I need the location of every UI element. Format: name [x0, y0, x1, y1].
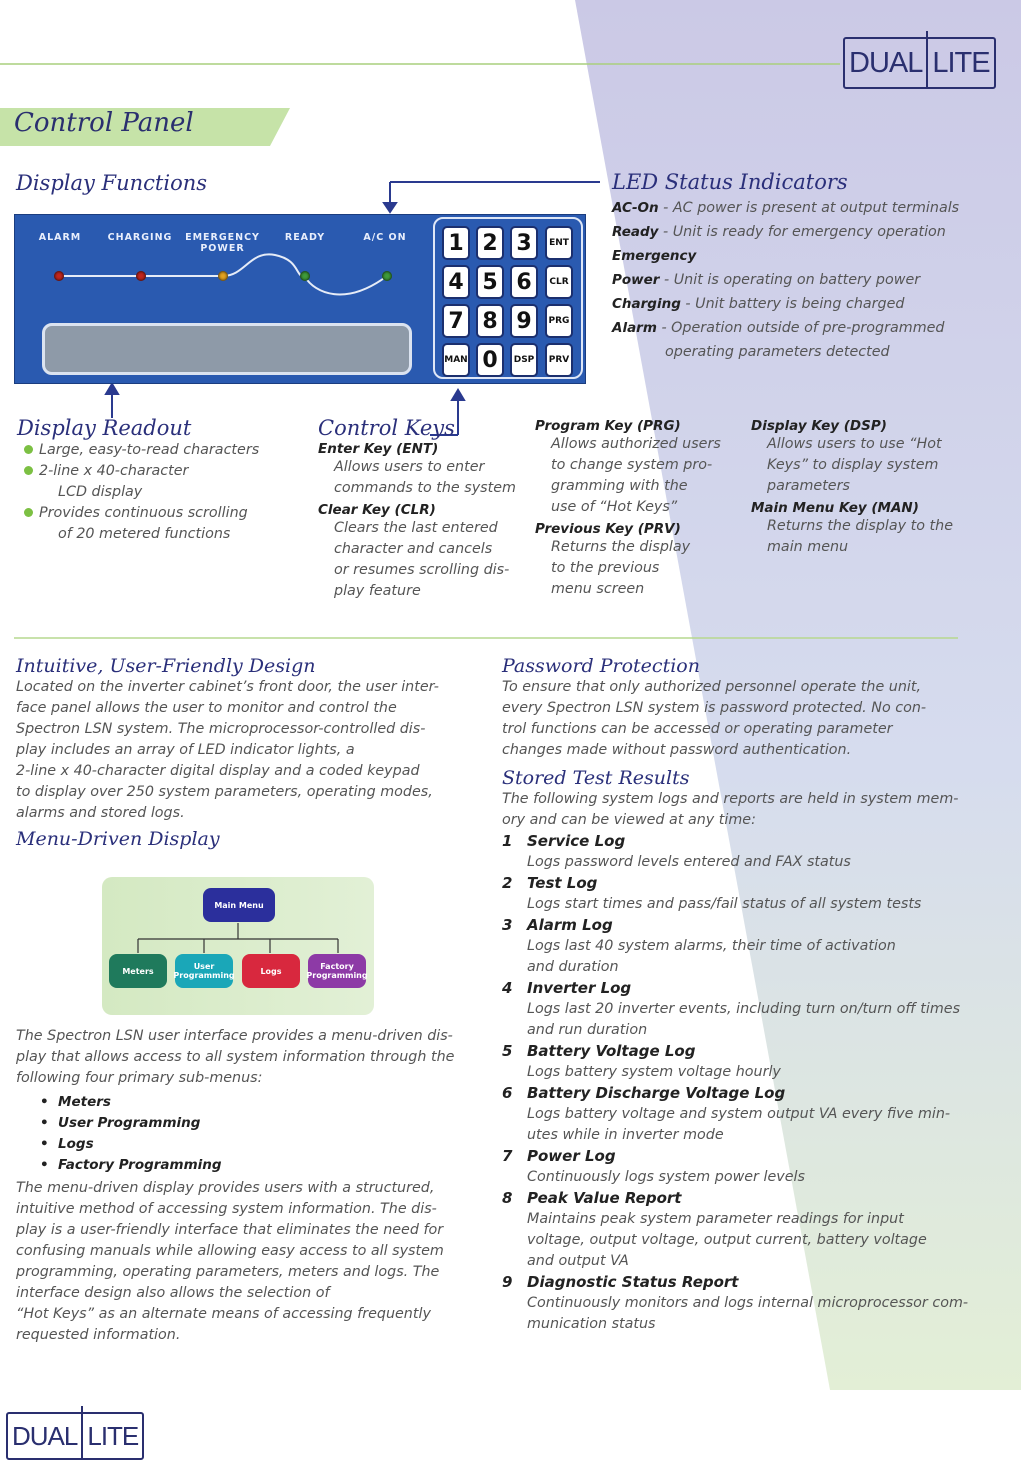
paragraph-line: 2-line x 40-character digital display and a coded keypad: [16, 763, 420, 779]
previous-key-desc: menu screen: [551, 581, 645, 597]
key-2[interactable]: 2: [476, 226, 504, 260]
program-key-desc: Allows authorized users: [551, 436, 721, 452]
log-item: 2 Test Log Logs start times and pass/fail status of all system tests: [502, 874, 922, 912]
key-6[interactable]: 6: [510, 265, 538, 299]
emergency-power-led: [218, 271, 228, 281]
paragraph-line: programming, operating parameters, meters and logs. The: [16, 1264, 440, 1280]
paragraph-line: face panel allows the user to monitor and control the: [16, 700, 397, 716]
clear-key-desc: or resumes scrolling dis-: [334, 562, 510, 578]
led-status-title: LED Status Indicators: [612, 170, 848, 194]
led-label-charging: CHARGING: [107, 232, 173, 243]
menu-driven-title: Menu-Driven Display: [16, 828, 220, 850]
led-status-item-cont: operating parameters detected: [665, 344, 890, 360]
paragraph-line: following four primary sub-menus:: [16, 1070, 263, 1086]
main-menu-key-desc: Returns the display to the: [767, 518, 954, 534]
enter-key-title: Enter Key (ENT): [318, 441, 439, 457]
paragraph-line: The Spectron LSN user interface provides a menu-driven dis-: [16, 1028, 453, 1044]
green-bullet-icon: [24, 508, 33, 517]
log-item: 9 Diagnostic Status Report Continuously monitors and logs internal microprocessor com- munication status: [502, 1273, 969, 1332]
paragraph-line: To ensure that only authorized personnel operate the unit,: [502, 679, 922, 695]
readout-bullet: 2-line x 40-character: [17, 461, 307, 482]
readout-bullet: Provides continuous scrolling: [17, 503, 307, 524]
display-main-menu-section: [751, 418, 981, 558]
paragraph-line: play is a user-friendly interface that eliminates the need for: [16, 1222, 444, 1238]
led-status-item: Power - Unit is operating on battery power: [612, 272, 921, 288]
key-4[interactable]: 4: [442, 265, 470, 299]
led-status-item: AC-On - AC power is present at output terminals: [612, 200, 960, 216]
led-label-emergency-power: EMERGENCY POWER: [185, 232, 260, 254]
enter-key-desc: commands to the system: [334, 480, 516, 496]
dual-lite-logo: [843, 37, 996, 89]
menu-node-logs: Logs: [242, 954, 300, 988]
charging-led: [136, 271, 146, 281]
enter-key-desc: Allows users to enter: [334, 459, 485, 475]
key-3[interactable]: 3: [510, 226, 538, 260]
led-status-section: [612, 170, 1012, 364]
paragraph-line: play that allows access to all system information through the: [16, 1049, 455, 1065]
menu-node-main: Main Menu: [203, 888, 275, 922]
key-1[interactable]: 1: [442, 226, 470, 260]
log-item: 1 Service Log Logs password levels entered and FAX status: [502, 832, 851, 870]
paragraph-line: ory and can be viewed at any time:: [502, 812, 756, 828]
logs-list: [502, 831, 1002, 1335]
paragraph-line: intuitive method of accessing system information. The dis-: [16, 1201, 437, 1217]
display-key-desc: Keys” to display system: [767, 457, 939, 473]
led-status-item: Charging - Unit battery is being charged: [612, 296, 905, 312]
key-5[interactable]: 5: [476, 265, 504, 299]
stored-results-title: Stored Test Results: [502, 767, 690, 789]
paragraph-line: changes made without password authentication.: [502, 742, 852, 758]
readout-line: LCD display: [58, 484, 143, 500]
readout-bullet: Large, easy-to-read characters: [17, 440, 307, 461]
program-previous-section: [535, 418, 735, 600]
control-keys-title: Control Keys: [318, 416, 455, 440]
paragraph-line: interface design also allows the selection of: [16, 1285, 330, 1301]
program-key-desc: gramming with the: [551, 478, 688, 494]
submenu-bullet: • Logs: [40, 1136, 94, 1152]
log-item: 8 Peak Value Report Maintains peak system parameter readings for input voltage, output voltage, output current, battery voltage and output VA: [502, 1189, 927, 1269]
paragraph-line: confusing manuals while allowing easy access to all system: [16, 1243, 444, 1259]
previous-key-title: Previous Key (PRV): [535, 521, 681, 537]
program-key-desc: use of “Hot Keys”: [551, 499, 678, 515]
led-label-alarm: ALARM: [38, 232, 82, 243]
key-man[interactable]: MAN: [442, 343, 470, 377]
led-status-item: Alarm - Operation outside of pre-programmed: [612, 320, 945, 336]
menu-driven-text: [16, 1026, 486, 1346]
readout-line: of 20 metered functions: [58, 526, 231, 542]
dual-lite-logo-footer: [6, 1412, 144, 1460]
logo-right-text: LITE: [932, 46, 990, 79]
paragraph-line: Located on the inverter cabinet’s front door, the user inter-: [16, 679, 439, 695]
key-dsp[interactable]: DSP: [510, 343, 538, 377]
keypad: [433, 217, 583, 379]
control-keys-section: [318, 416, 528, 602]
log-item: 5 Battery Voltage Log Logs battery system voltage hourly: [502, 1042, 781, 1080]
ac-on-led: [382, 271, 392, 281]
key-clr[interactable]: CLR: [545, 265, 573, 299]
led-label-ready: READY: [284, 232, 326, 243]
paragraph-line: alarms and stored logs.: [16, 805, 185, 821]
key-0[interactable]: 0: [476, 343, 504, 377]
right-column-section: [502, 655, 1002, 1335]
submenu-bullet: • User Programming: [40, 1115, 201, 1131]
alarm-led: [54, 271, 64, 281]
intuitive-design-section: [16, 655, 486, 850]
display-readout-title: Display Readout: [17, 416, 192, 440]
paragraph-line: trol functions can be accessed or operating parameter: [502, 721, 893, 737]
logo-left-text: DUAL: [849, 46, 923, 79]
green-bullet-icon: [24, 466, 33, 475]
paragraph-line: Spectron LSN system. The microprocessor-controlled dis-: [16, 721, 426, 737]
menu-tree-diagram: [102, 877, 374, 1015]
control-panel-graphic: [14, 214, 586, 384]
key-prg[interactable]: PRG: [545, 304, 573, 338]
key-9[interactable]: 9: [510, 304, 538, 338]
paragraph-line: play includes an array of LED indicator lights, a: [16, 742, 355, 758]
paragraph-line: The following system logs and reports are held in system mem-: [502, 791, 959, 807]
program-key-title: Program Key (PRG): [535, 418, 681, 434]
log-item: 7 Power Log Continuously logs system power levels: [502, 1147, 805, 1185]
key-ent[interactable]: ENT: [545, 226, 573, 260]
paragraph-line: “Hot Keys” as an alternate means of accessing frequently: [16, 1306, 431, 1322]
log-item: 6 Battery Discharge Voltage Log Logs battery voltage and system output VA every five min- utes while in inverter mode: [502, 1084, 951, 1143]
paragraph-line: The menu-driven display provides users with a structured,: [16, 1180, 435, 1196]
submenu-bullet: • Factory Programming: [40, 1157, 222, 1173]
paragraph-line: to display over 250 system parameters, operating modes,: [16, 784, 433, 800]
logo-left-text: DUAL: [12, 1420, 78, 1451]
led-status-item: Ready - Unit is ready for emergency operation: [612, 224, 946, 240]
main-menu-key-title: Main Menu Key (MAN): [751, 500, 919, 516]
previous-key-desc: Returns the display: [551, 539, 691, 555]
menu-node-factory-programming: Factory Programming: [308, 954, 366, 988]
password-title: Password Protection: [502, 655, 700, 677]
section-title: Control Panel: [14, 108, 194, 138]
key-7[interactable]: 7: [442, 304, 470, 338]
led-label-ac-on: A/C ON: [363, 232, 407, 243]
menu-node-user-programming: User Programming: [175, 954, 233, 988]
clear-key-desc: play feature: [334, 583, 421, 599]
display-key-title: Display Key (DSP): [751, 418, 887, 434]
key-8[interactable]: 8: [476, 304, 504, 338]
logo-right-text: LITE: [87, 1420, 139, 1451]
lcd-display: [42, 323, 412, 375]
led-status-item: Emergency: [612, 248, 697, 264]
green-bullet-icon: [24, 445, 33, 454]
display-key-desc: parameters: [767, 478, 850, 494]
display-functions-title: Display Functions: [16, 171, 208, 195]
display-key-desc: Allows users to use “Hot: [767, 436, 942, 452]
menu-node-meters: Meters: [109, 954, 167, 988]
submenu-bullet: • Meters: [40, 1094, 111, 1110]
main-menu-key-desc: main menu: [767, 539, 849, 555]
clear-key-title: Clear Key (CLR): [318, 502, 436, 518]
led-connector-lines: [15, 215, 425, 315]
clear-key-desc: character and cancels: [334, 541, 493, 557]
paragraph-line: every Spectron LSN system is password protected. No con-: [502, 700, 927, 716]
clear-key-desc: Clears the last entered: [334, 520, 498, 536]
program-key-desc: to change system pro-: [551, 457, 713, 473]
intuitive-design-title: Intuitive, User-Friendly Design: [16, 655, 316, 677]
display-readout-section: [17, 416, 307, 545]
previous-key-desc: to the previous: [551, 560, 660, 576]
ready-led: [300, 271, 310, 281]
key-prv[interactable]: PRV: [545, 343, 573, 377]
log-item: 4 Inverter Log Logs last 20 inverter events, including turn on/turn off times and run duration: [502, 979, 961, 1038]
log-item: 3 Alarm Log Logs last 40 system alarms, their time of activation and duration: [502, 916, 896, 975]
paragraph-line: requested information.: [16, 1327, 181, 1343]
